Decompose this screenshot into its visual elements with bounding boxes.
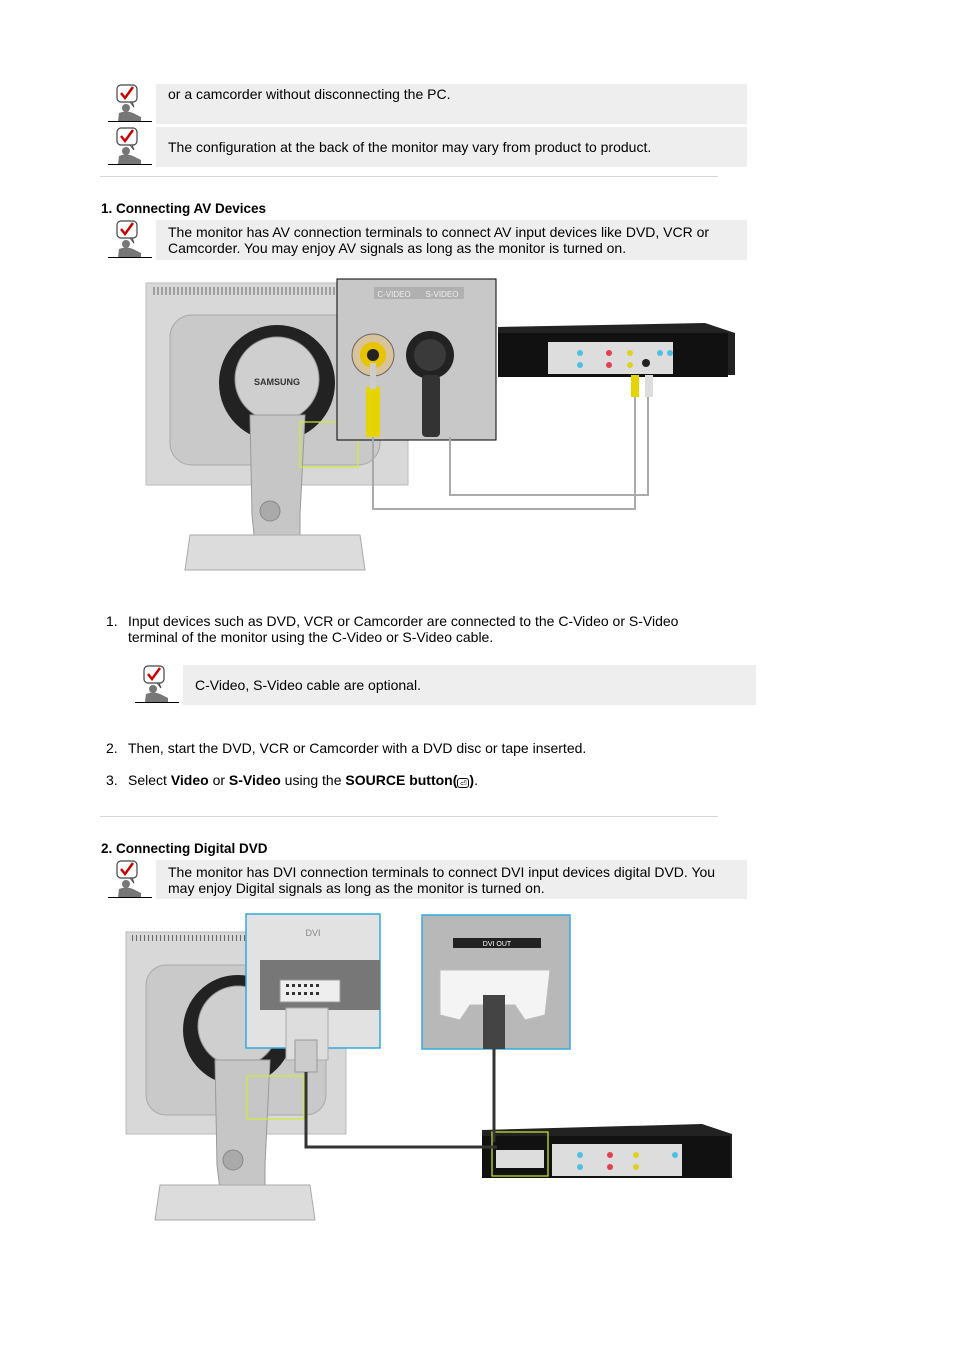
note-icon [108, 860, 152, 898]
note-text: or a camcorder without disconnecting the PC. [168, 86, 451, 102]
note-box [156, 127, 747, 167]
check-person-icon [108, 84, 152, 122]
note-box [156, 220, 747, 260]
dvi-port-label: DVI [305, 928, 321, 938]
note-text: The monitor has DVI connection terminals to connect DVI input devices digital DVD. You may enjoy Digital signals as long as the monitor is turned on. [168, 863, 716, 896]
step-text-part: Select [128, 772, 171, 788]
note-box [156, 860, 747, 899]
dvi-out-label: DVI OUT [482, 941, 512, 948]
divider [100, 176, 718, 177]
step-text: Input devices such as DVD, VCR or Camcorder are connected to the C-Video or S-Video terminal of the monitor using the C-Video or S-Video cable. [128, 613, 679, 645]
av-connection-figure [140, 275, 740, 575]
step-text-part: ) [469, 772, 475, 788]
note-icon [108, 220, 152, 258]
step-text-part: . [474, 772, 478, 788]
video-option: Video [170, 772, 209, 788]
step-text [128, 772, 728, 788]
section-heading-digital-dvd: 2. Connecting Digital DVD [101, 841, 268, 856]
note-icon [135, 665, 179, 703]
note-text: C-Video, S-Video cable are optional. [195, 677, 421, 693]
check-person-icon [108, 220, 152, 258]
note-icon [108, 84, 152, 122]
step-text-part: or [208, 772, 229, 788]
check-person-icon [135, 665, 179, 703]
dvi-connection-figure [120, 910, 740, 1225]
port-label-cvideo: C-VIDEO [377, 290, 411, 299]
svideo-option: S-Video [228, 772, 281, 788]
check-person-icon [108, 127, 152, 165]
step-number: 3. [106, 772, 118, 788]
step-text-part: using the [280, 772, 346, 788]
step-text: Then, start the DVD, VCR or Camcorder with a DVD disc or tape inserted. [128, 740, 587, 756]
step-number: 2. [106, 740, 118, 756]
source-button-icon: ⏎ [457, 778, 469, 788]
step-number: 1. [106, 613, 118, 629]
note-box [156, 84, 747, 124]
source-button-label: SOURCE button( [345, 772, 458, 788]
note-box [183, 665, 756, 705]
divider [100, 816, 718, 817]
vent-slots [154, 287, 338, 295]
note-icon [108, 127, 152, 165]
brand-label: SAMSUNG [253, 377, 301, 387]
section-heading-av-devices: 1. Connecting AV Devices [101, 201, 267, 216]
port-label-svideo: S-VIDEO [425, 290, 459, 299]
note-text: The monitor has AV connection terminals to connect AV input devices like DVD, VCR or Camcorder. You may enjoy AV signals as long as the monitor is turned on. [168, 224, 710, 256]
check-person-icon [108, 860, 152, 898]
note-text: The configuration at the back of the monitor may vary from product to product. [168, 139, 652, 155]
